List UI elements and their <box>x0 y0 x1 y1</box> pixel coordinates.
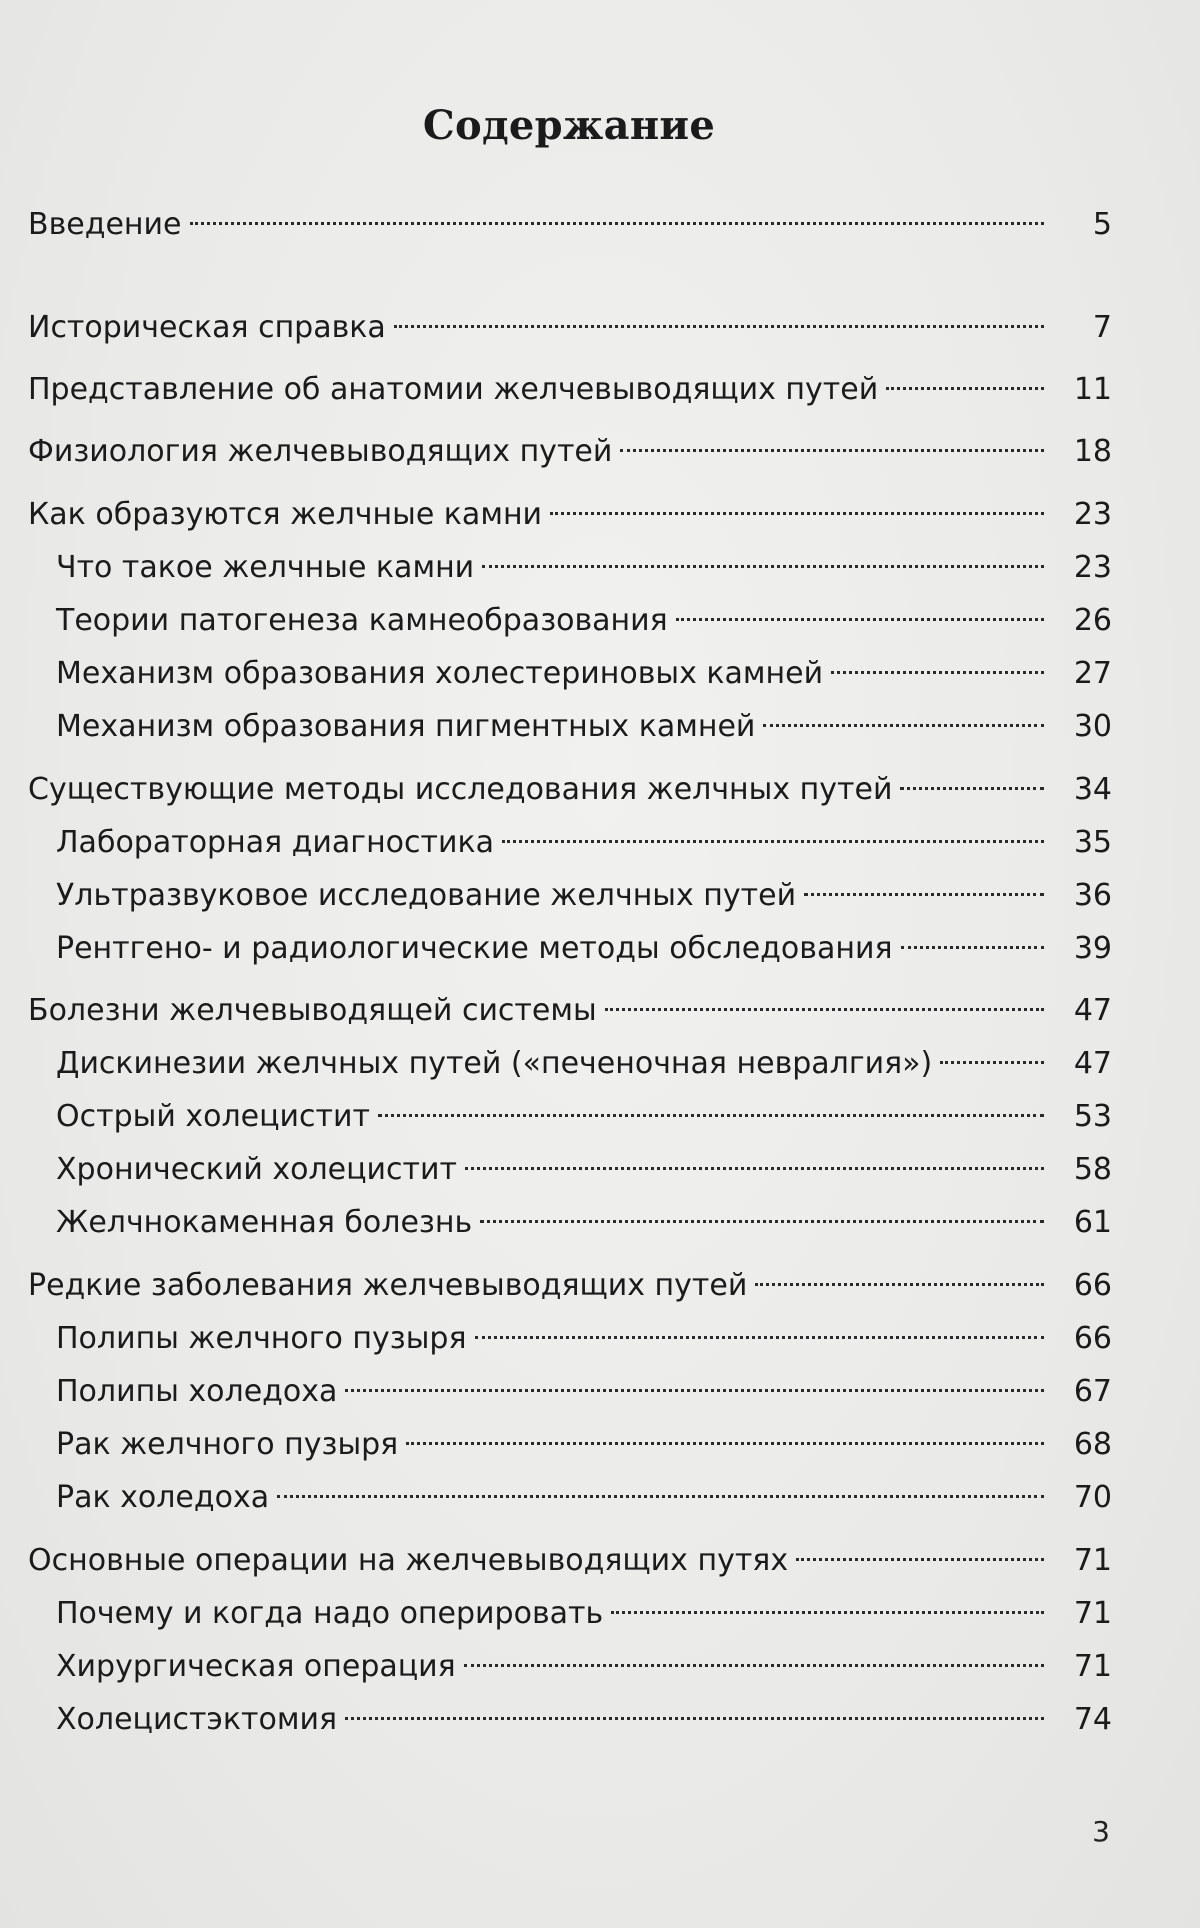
toc-entry <box>56 1647 1112 1687</box>
toc-entry-page: 30 <box>1073 709 1112 744</box>
toc-entry-title: Ультразвуковое исследование желчных путей <box>56 878 797 913</box>
toc-entry <box>56 1594 1112 1634</box>
toc-entry <box>56 1097 1112 1137</box>
dot-leader <box>901 946 1045 949</box>
toc-entry-title: Рак холедоха <box>56 1480 270 1515</box>
toc-entry-page: 34 <box>1073 772 1112 807</box>
toc-entry-page: 58 <box>1073 1152 1112 1187</box>
dot-leader <box>190 222 1045 225</box>
toc-entry <box>56 1044 1112 1084</box>
dot-leader <box>620 449 1044 452</box>
toc-entry <box>28 770 1112 810</box>
toc-entry-title: Существующие методы исследования желчных путей <box>28 772 893 807</box>
toc-entry-page: 47 <box>1073 993 1112 1028</box>
dot-leader <box>345 1389 1044 1392</box>
toc-entry-page: 35 <box>1073 825 1112 860</box>
toc-entry-page: 71 <box>1073 1596 1112 1631</box>
dot-leader <box>406 1442 1044 1445</box>
toc-entry-page: 68 <box>1073 1427 1112 1462</box>
toc-entry-page: 5 <box>1092 207 1112 242</box>
toc-entry-page: 36 <box>1073 878 1112 913</box>
dot-leader <box>831 671 1044 674</box>
dot-leader <box>605 1008 1044 1011</box>
toc-entry-title: Холецистэктомия <box>56 1702 338 1737</box>
toc-entry-page: 39 <box>1073 931 1112 966</box>
toc-entry <box>56 1372 1112 1412</box>
toc-entry-title: Полипы холедоха <box>56 1374 338 1409</box>
toc-entry <box>56 1700 1112 1740</box>
dot-leader <box>940 1061 1044 1064</box>
toc-entry-page: 67 <box>1073 1374 1112 1409</box>
toc-entry-title: Основные операции на желчевыводящих путях <box>28 1543 789 1578</box>
dot-leader <box>676 618 1044 621</box>
page-title: Содержание <box>422 102 716 149</box>
toc-entry-page: 66 <box>1073 1268 1112 1303</box>
toc-entry-title: Теории патогенеза камнеобразования <box>56 603 668 638</box>
toc-entry-title: Механизм образования холестериновых камней <box>56 656 824 691</box>
dot-leader <box>482 565 1044 568</box>
toc-entry-page: 61 <box>1073 1205 1112 1240</box>
toc-entry-title: Дискинезии желчных путей («печеночная невралгия») <box>56 1046 933 1081</box>
toc-entry-title: Представление об анатомии желчевыводящих путей <box>28 372 879 407</box>
toc-entry-title: Введение <box>28 207 182 242</box>
toc-entry-page: 23 <box>1073 497 1112 532</box>
toc-entry-page: 27 <box>1073 656 1112 691</box>
dot-leader <box>394 325 1044 328</box>
page-number: 3 <box>1092 1815 1110 1848</box>
dot-leader <box>763 724 1044 727</box>
toc-entry <box>28 432 1112 472</box>
toc-entry <box>56 1319 1112 1359</box>
toc-entry-page: 11 <box>1073 372 1112 407</box>
toc-entry-title: Хирургическая операция <box>56 1649 456 1684</box>
toc-entry-title: Полипы желчного пузыря <box>56 1321 467 1356</box>
toc-entry <box>28 991 1112 1031</box>
toc-entry <box>56 876 1112 916</box>
toc-entry-page: 66 <box>1073 1321 1112 1356</box>
toc-entry-page: 47 <box>1073 1046 1112 1081</box>
toc-entry <box>56 1203 1112 1243</box>
dot-leader <box>277 1495 1044 1498</box>
toc-entry-title: Почему и когда надо оперировать <box>56 1596 604 1631</box>
toc-entry <box>56 601 1112 641</box>
dot-leader <box>465 1167 1044 1170</box>
toc-entry-title: Что такое желчные камни <box>56 550 475 585</box>
toc-entry-title: Рак желчного пузыря <box>56 1427 399 1462</box>
toc-entry-page: 70 <box>1073 1480 1112 1515</box>
toc-entry-title: Острый холецистит <box>56 1099 370 1134</box>
dot-leader <box>502 840 1044 843</box>
toc-entry <box>28 205 1112 245</box>
dot-leader <box>550 512 1044 515</box>
toc-entry-page: 23 <box>1073 550 1112 585</box>
dot-leader <box>480 1220 1044 1223</box>
toc-entry-title: Желчнокаменная болезнь <box>56 1205 473 1240</box>
toc-entry-page: 71 <box>1073 1543 1112 1578</box>
toc-entry-title: Редкие заболевания желчевыводящих путей <box>28 1268 748 1303</box>
toc-entry <box>56 654 1112 694</box>
toc-entry <box>56 548 1112 588</box>
toc-entry <box>28 308 1112 348</box>
toc-entry <box>56 1150 1112 1190</box>
toc-entry <box>56 1478 1112 1518</box>
toc-entry <box>28 1541 1112 1581</box>
toc-entry-page: 74 <box>1073 1702 1112 1737</box>
dot-leader <box>796 1558 1044 1561</box>
dot-leader <box>804 893 1044 896</box>
toc-entry-page: 53 <box>1073 1099 1112 1134</box>
dot-leader <box>475 1336 1044 1339</box>
toc-entry-title: Рентгено- и радиологические методы обследования <box>56 931 893 966</box>
dot-leader <box>886 387 1044 390</box>
toc-entry <box>56 929 1112 969</box>
toc-entry-title: Как образуются желчные камни <box>28 497 543 532</box>
toc-entry-page: 18 <box>1073 434 1112 469</box>
dot-leader <box>611 1611 1044 1614</box>
toc-entry-page: 7 <box>1092 310 1112 345</box>
toc-entry-title: Хронический холецистит <box>56 1152 457 1187</box>
toc-entry-title: Болезни желчевыводящей системы <box>28 993 597 1028</box>
toc-entry <box>56 707 1112 747</box>
toc-entry-page: 26 <box>1073 603 1112 638</box>
toc-entry-title: Механизм образования пигментных камней <box>56 709 756 744</box>
toc-entry-title: Историческая справка <box>28 310 386 345</box>
toc-entry-page: 71 <box>1073 1649 1112 1684</box>
toc-entry <box>28 370 1112 410</box>
toc-entry-title: Лабораторная диагностика <box>56 825 495 860</box>
dot-leader <box>378 1114 1044 1117</box>
dot-leader <box>345 1717 1044 1720</box>
toc-entry <box>56 1425 1112 1465</box>
toc-entry <box>28 495 1112 535</box>
toc-entry-title: Физиология желчевыводящих путей <box>28 434 613 469</box>
dot-leader <box>464 1664 1044 1667</box>
toc-entry <box>56 823 1112 863</box>
toc-entry <box>28 1266 1112 1306</box>
dot-leader <box>900 787 1044 790</box>
dot-leader <box>755 1283 1044 1286</box>
